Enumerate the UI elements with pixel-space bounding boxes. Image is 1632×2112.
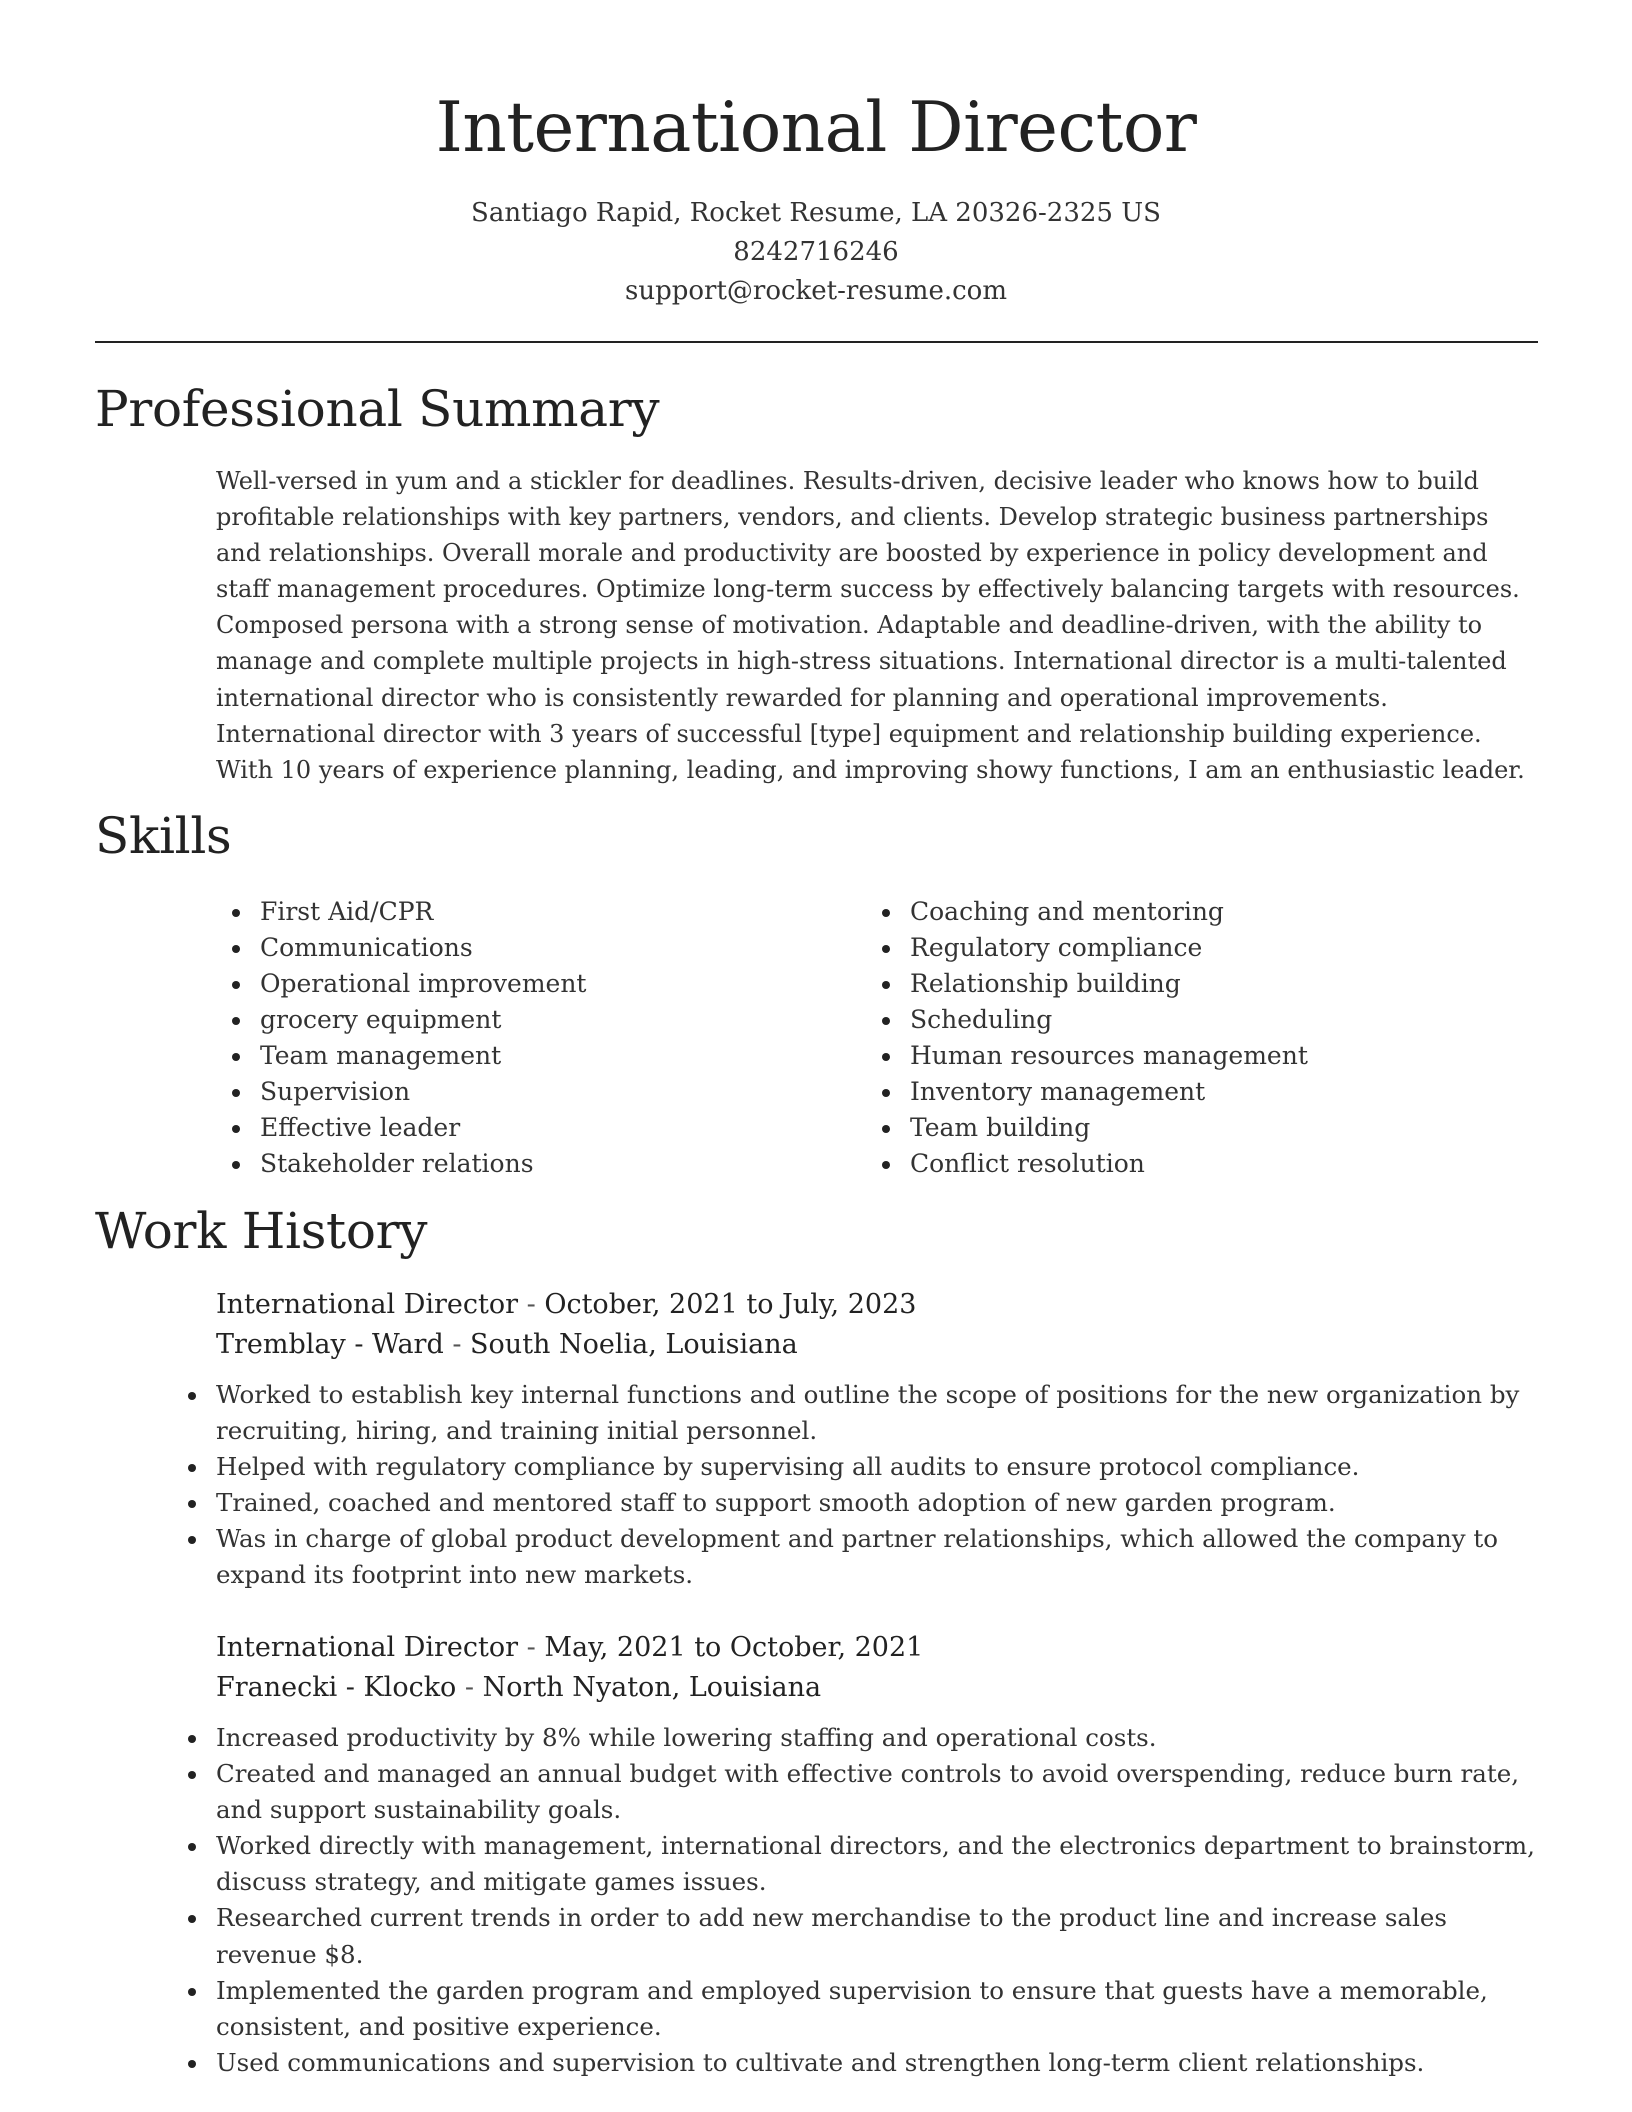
skill-item: Regulatory compliance bbox=[866, 930, 1308, 966]
job-location: South Noelia, Louisiana bbox=[470, 1328, 798, 1360]
skill-item: Conflict resolution bbox=[866, 1146, 1308, 1182]
job-bullet: Increased productivity by 8% while lowering staffing and operational costs. bbox=[172, 1720, 1538, 1756]
skills-list-right bbox=[866, 894, 1308, 1182]
skill-item: Relationship building bbox=[866, 966, 1308, 1002]
skill-item: Team building bbox=[866, 1110, 1308, 1146]
header-divider bbox=[95, 341, 1538, 343]
phone-text: 8242716246 bbox=[733, 237, 899, 267]
summary-text: Well-versed in yum and a stickler for deadlines. Results-driven, decisive leader who knows how to build profitable relationships with key partners, vendors, and clients. Develop strategic business partnerships and relationships. Overall morale and productivity are boosted by experience in policy development and staff management procedures. Optimize long-term success by effectively balancing targets with resources. Composed persona with a strong sense of motivation. Adaptable and deadline-driven, with the ability to manage and complete multiple projects in high-stress situations. International director is a multi-talented international director who is consistently rewarded for planning and operational improvements. International director with 3 years of successful [type] equipment and relationship building experience. With 10 years of experience planning, leading, and improving showy functions, I am an enthusiastic leader. bbox=[216, 467, 1525, 784]
job-bullet: Researched current trends in order to add new merchandise to the product line and increase sales revenue $8. bbox=[172, 1900, 1538, 1972]
skill-item: Human resources management bbox=[866, 1038, 1308, 1074]
job-bullet: Created and managed an annual budget with effective controls to avoid overspending, reduce burn rate, and support sustainability goals. bbox=[172, 1756, 1538, 1828]
skill-item: Team management bbox=[216, 1038, 586, 1074]
address-text: Santiago Rapid, Rocket Resume, LA 20326-2325 US bbox=[471, 198, 1161, 228]
job-bullet: Was in charge of global product development and partner relationships, which allowed the company to expand its footprint into new markets. bbox=[172, 1521, 1538, 1593]
job-role: International Director bbox=[216, 1289, 519, 1320]
job-bullet: Helped with regulatory compliance by supervising all audits to ensure protocol compliance. bbox=[172, 1449, 1538, 1485]
skills-heading: Skills bbox=[95, 807, 232, 865]
job-location: North Nyaton, Louisiana bbox=[482, 1671, 822, 1703]
skill-item: Supervision bbox=[216, 1074, 586, 1110]
job-bullets bbox=[172, 1377, 1538, 1594]
job-role-line: International Director - October, 2021 to July, 2023 bbox=[216, 1289, 917, 1320]
skill-item: First Aid/CPR bbox=[216, 894, 586, 930]
job-bullet: Used communications and supervision to cultivate and strengthen long-term client relationships. bbox=[172, 2045, 1538, 2081]
job-company: Tremblay - Ward bbox=[216, 1328, 444, 1360]
skill-item: Stakeholder relations bbox=[216, 1146, 586, 1182]
summary-heading: Professional Summary bbox=[95, 380, 660, 438]
skills-list-left bbox=[216, 894, 586, 1182]
job-dates: May, 2021 to October, 2021 bbox=[544, 1632, 924, 1663]
job-bullet: Worked directly with management, international directors, and the electronics department to brainstorm, discuss strategy, and mitigate games issues. bbox=[172, 1828, 1538, 1900]
job-bullet: Trained, coached and mentored staff to support smooth adoption of new garden program. bbox=[172, 1485, 1538, 1521]
job-entry bbox=[216, 1628, 1538, 2081]
job-role-line: International Director - May, 2021 to October, 2021 bbox=[216, 1632, 924, 1663]
email-text: support@rocket-resume.com bbox=[624, 276, 1007, 306]
skill-item: Inventory management bbox=[866, 1074, 1308, 1110]
job-company-line: Franecki - Klocko - North Nyaton, Louisiana bbox=[216, 1671, 822, 1703]
skill-item: Communications bbox=[216, 930, 586, 966]
job-dates: October, 2021 to July, 2023 bbox=[544, 1289, 917, 1320]
job-entry bbox=[216, 1285, 1538, 1594]
job-role: International Director bbox=[216, 1632, 519, 1663]
job-company-line: Tremblay - Ward - South Noelia, Louisiana bbox=[216, 1328, 798, 1360]
job-bullets bbox=[172, 1720, 1538, 2081]
resume-header bbox=[0, 0, 1632, 311]
candidate-title: International Director bbox=[435, 88, 1197, 168]
skill-item: Effective leader bbox=[216, 1110, 586, 1146]
skill-item: grocery equipment bbox=[216, 1002, 586, 1038]
skill-item: Operational improvement bbox=[216, 966, 586, 1002]
job-company: Franecki - Klocko bbox=[216, 1671, 457, 1703]
skill-item: Coaching and mentoring bbox=[866, 894, 1308, 930]
work-history-heading: Work History bbox=[95, 1202, 428, 1260]
skill-item: Scheduling bbox=[866, 1002, 1308, 1038]
job-bullet: Worked to establish key internal functions and outline the scope of positions for the new organization by recruiting, hiring, and training initial personnel. bbox=[172, 1377, 1538, 1449]
job-bullet: Implemented the garden program and employed supervision to ensure that guests have a memorable, consistent, and positive experience. bbox=[172, 1973, 1538, 2045]
contact-info bbox=[0, 194, 1632, 311]
